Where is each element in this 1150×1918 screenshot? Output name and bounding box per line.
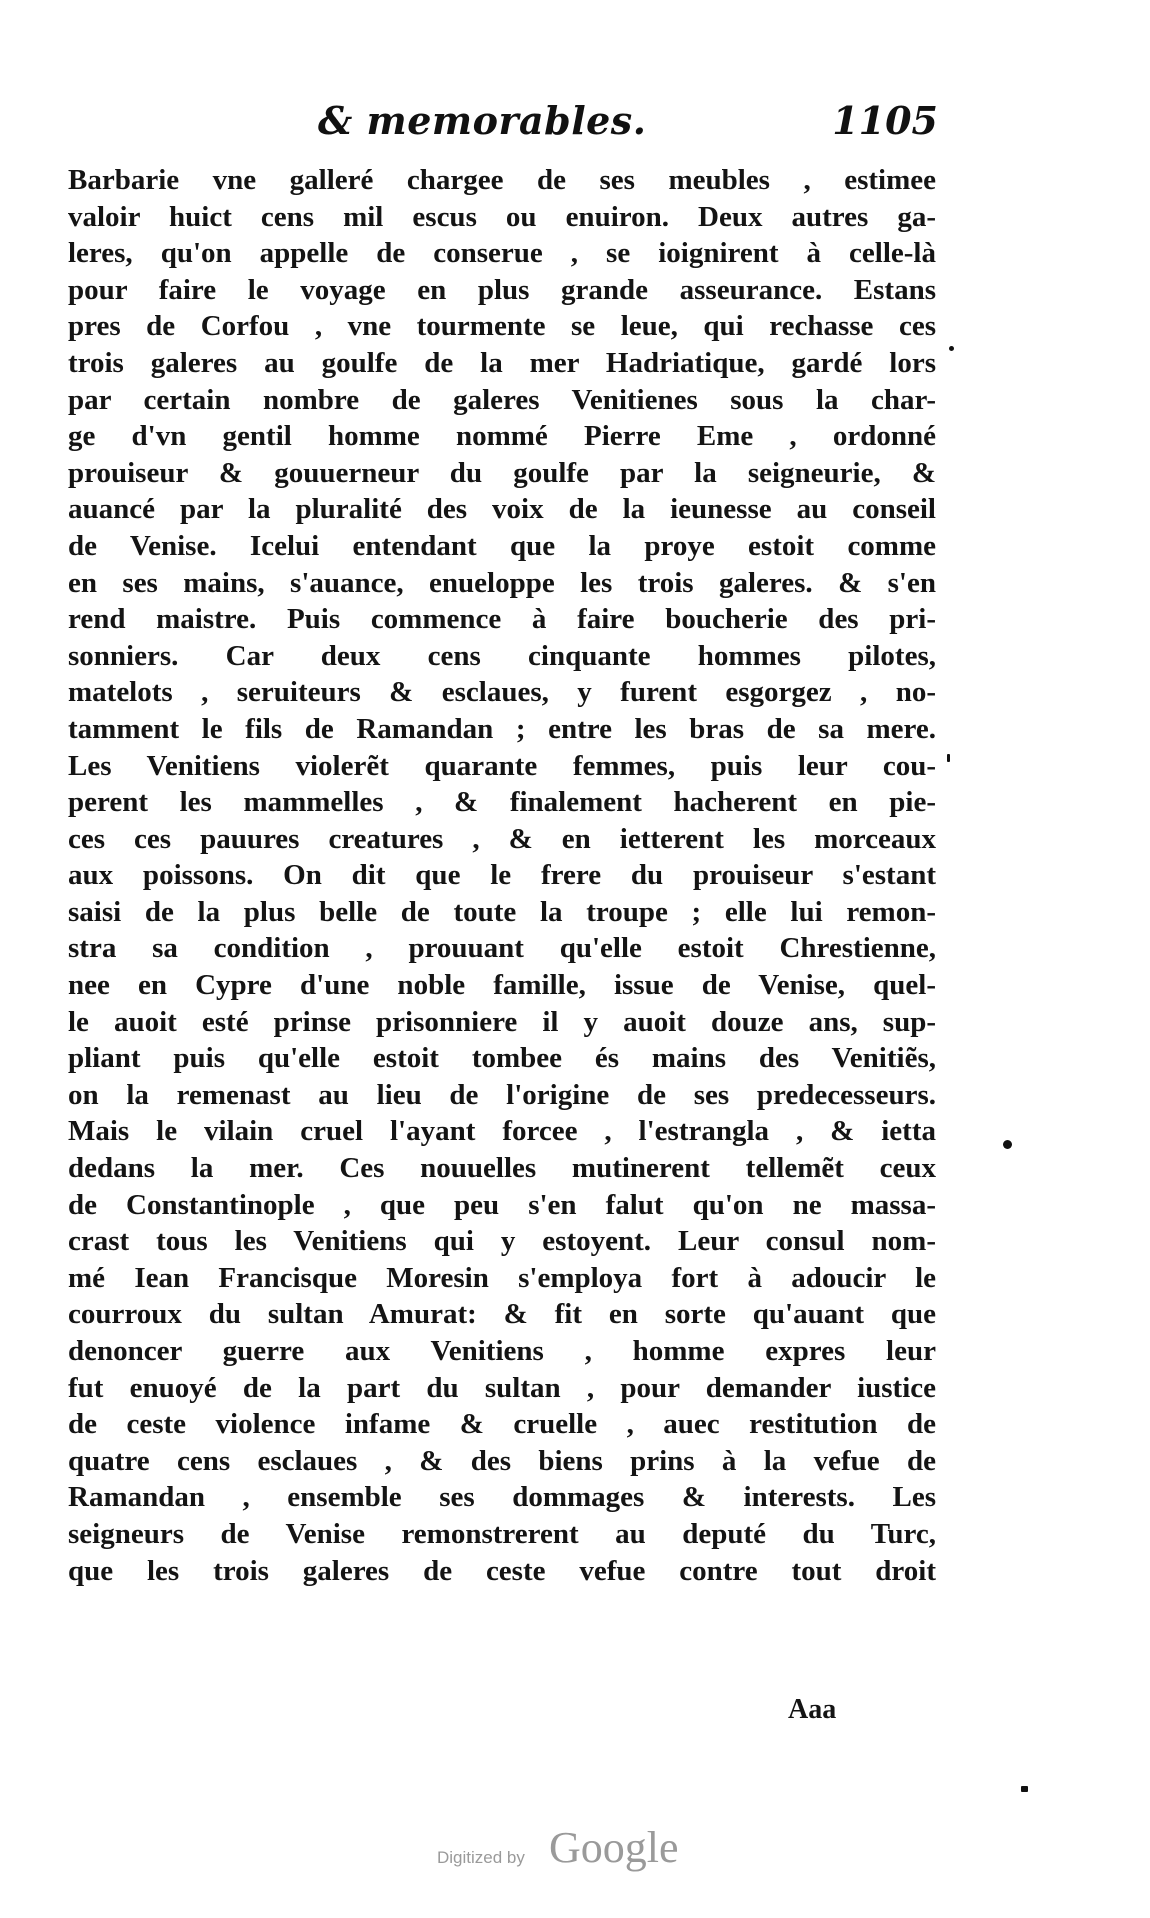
- google-logo: Google: [549, 1823, 679, 1872]
- text-line: courroux du sultan Amurat: & fit en sorte qu'auant que: [68, 1298, 936, 1331]
- text-line: dedans la mer. Ces nouuelles mutinerent tellemẽt ceux: [68, 1152, 936, 1185]
- margin-tick-mark: [947, 754, 950, 762]
- text-line: tamment le fils de Ramandan ; entre les bras de sa mere.: [68, 712, 936, 745]
- text-line: on la remenast au lieu de l'origine de ses predecesseurs.: [68, 1078, 936, 1111]
- text-line: leres, qu'on appelle de conserue , se ioignirent à celle-là: [68, 237, 936, 270]
- text-line: matelots , seruiteurs & esclaues, y furent esgorgez , no-: [68, 676, 936, 709]
- text-line: rend maistre. Puis commence à faire boucherie des pri-: [68, 603, 936, 636]
- text-line: Les Venitiens violerẽt quarante femmes, puis leur cou-: [68, 749, 936, 782]
- digitized-by-google-watermark: [437, 1822, 717, 1882]
- text-line: stra sa condition , prouuant qu'elle estoit Chrestienne,: [68, 932, 936, 965]
- text-line: de ceste violence infame & cruelle , auec restitution de: [68, 1408, 936, 1441]
- text-line: mé Iean Francisque Moresin s'employa fort à adoucir le: [68, 1261, 936, 1294]
- text-line: nee en Cypre d'une noble famille, issue de Venise, quel-: [68, 969, 936, 1002]
- text-line: valoir huict cens mil escus ou enuiron. Deux autres ga-: [68, 200, 936, 233]
- watermark-prefix: Digitized by: [437, 1848, 525, 1867]
- text-line: pour faire le voyage en plus grande asseurance. Estans: [68, 273, 936, 306]
- text-line: ces ces pauures creatures , & en ietterent les morceaux: [68, 822, 936, 855]
- text-line: perent les mammelles , & finalement hacherent en pie-: [68, 786, 936, 819]
- text-line: pres de Corfou , vne tourmente se leue, qui rechasse ces: [68, 310, 936, 343]
- text-line: crast tous les Venitiens qui y estoyent. Leur consul nom-: [68, 1225, 936, 1258]
- text-line: seigneurs de Venise remonstrerent au deputé du Turc,: [68, 1517, 936, 1550]
- text-line: denoncer guerre aux Venitiens , homme expres leur: [68, 1335, 936, 1367]
- margin-dot-mark: [949, 346, 954, 351]
- text-line: par certain nombre de galeres Venitienes sous la char-: [68, 383, 936, 416]
- text-line: sonniers. Car deux cens cinquante hommes pilotes,: [68, 639, 936, 672]
- text-line: en ses mains, s'auance, enueloppe les trois galeres. & s'en: [68, 566, 936, 599]
- text-line: trois galeres au goulfe de la mer Hadriatique, gardé lors: [68, 346, 936, 379]
- text-line: Ramandan , ensemble ses dommages & interests. Les: [68, 1481, 936, 1514]
- body-text: [68, 162, 936, 1589]
- page-number: 1105: [832, 98, 938, 143]
- text-line: saisi de la plus belle de toute la troupe ; elle lui remon-: [68, 895, 936, 928]
- text-line: le auoit esté prinse prisonniere il y auoit douze ans, sup-: [68, 1005, 936, 1038]
- text-line: prouiseur & gouuerneur du goulfe par la seigneurie, &: [68, 456, 936, 489]
- running-header: [318, 98, 938, 148]
- text-line: pliant puis qu'elle estoit tombee és mains des Venitiẽs,: [68, 1042, 936, 1075]
- margin-tick-mark: [1021, 1786, 1028, 1792]
- text-line: Mais le vilain cruel l'ayant forcee , l'estrangla , & ietta: [68, 1115, 936, 1148]
- text-line: que les trois galeres de ceste vefue contre tout droit: [68, 1554, 936, 1587]
- running-title: & memorables.: [318, 98, 647, 143]
- text-line: aux poissons. On dit que le frere du prouiseur s'estant: [68, 859, 936, 892]
- catchword: Aaa: [788, 1694, 837, 1725]
- margin-blot-mark: [1003, 1140, 1012, 1149]
- text-line: de Venise. Icelui entendant que la proye estoit comme: [68, 529, 936, 562]
- text-line: fut enuoyé de la part du sultan , pour demander iustice: [68, 1371, 936, 1404]
- text-line: quatre cens esclaues , & des biens prins à la vefue de: [68, 1444, 936, 1477]
- text-line: auancé par la pluralité des voix de la ieunesse au conseil: [68, 493, 936, 526]
- text-line: de Constantinople , que peu s'en falut qu'on ne massa-: [68, 1188, 936, 1221]
- text-line: ge d'vn gentil homme nommé Pierre Eme , ordonné: [68, 420, 936, 453]
- text-line: Barbarie vne galleré chargee de ses meubles , estimee: [68, 164, 936, 196]
